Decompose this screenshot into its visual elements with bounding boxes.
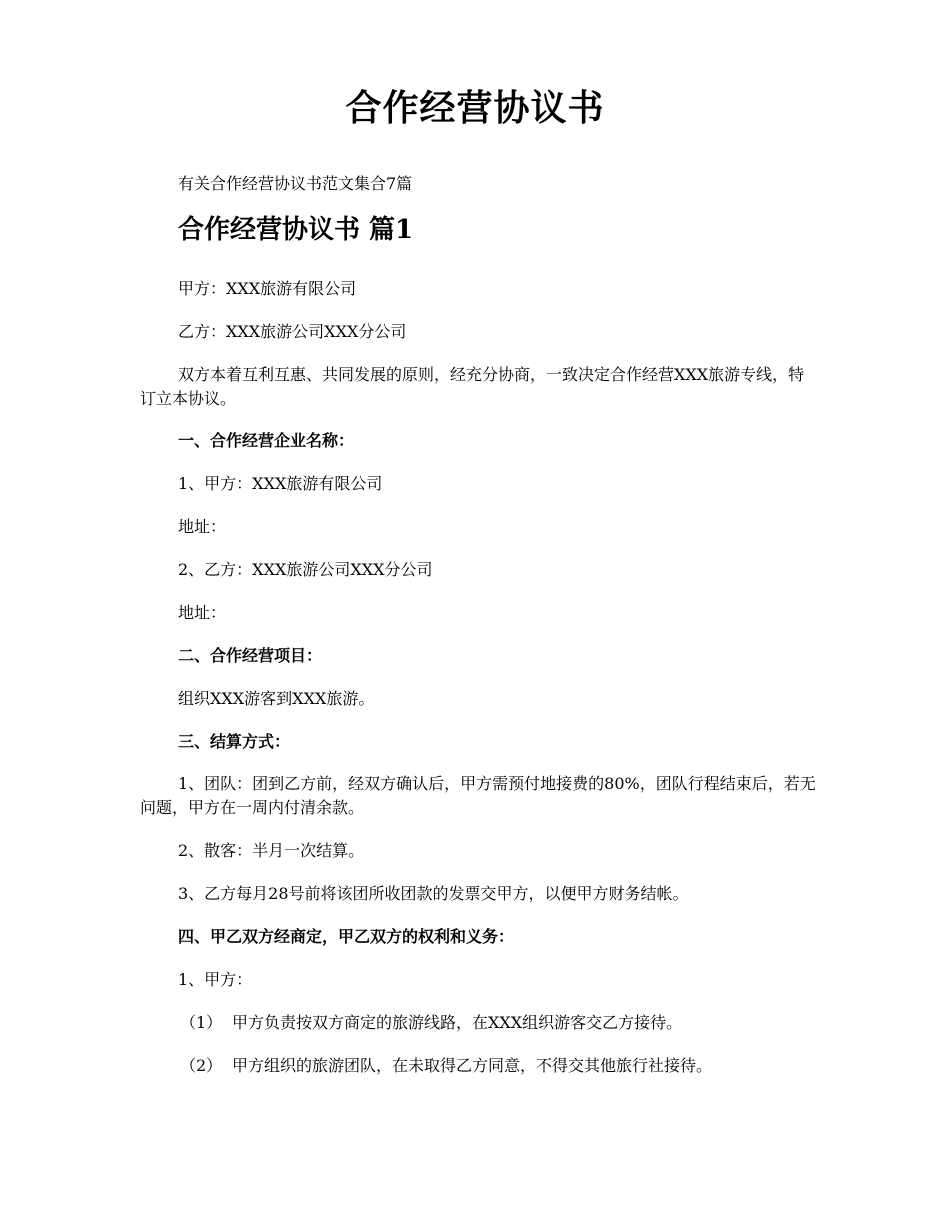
duty-number: （2） [180,1056,223,1075]
party-a-name: 1、甲方：XXX旅游有限公司 [178,474,383,493]
clause-heading-2: 二、合作经营项目： [178,646,323,665]
document-subtitle: 有关合作经营协议书范文集合7篇 [178,174,413,193]
settlement-team: 1、团队：团到乙方前，经双方确认后，甲方需预付地接费的80%，团队行程结束后，若无问题，甲方在一周内付清余款。 [140,774,816,817]
party-a-line: 甲方：XXX旅游有限公司 [178,279,357,298]
duty-number: （1） [180,1013,223,1032]
section-heading: 合作经营协议书 篇1 [178,215,414,245]
clause-heading-3: 三、结算方式： [178,732,291,751]
clause-heading-1: 一、合作经营企业名称： [178,431,355,450]
party-a-duty-2 [180,1054,712,1078]
duty-text: 甲方组织的旅游团队，在未取得乙方同意，不得交其他旅行社接待。 [232,1056,713,1075]
duty-text: 甲方负责按双方商定的旅游线路，在XXX组织游客交乙方接待。 [232,1013,683,1032]
project-description: 组织XXX游客到XXX旅游。 [178,689,375,708]
settlement-individual: 2、散客：半月一次结算。 [178,841,365,860]
party-a-duty-1 [180,1011,682,1035]
settlement-invoice: 3、乙方每月28号前将该团所收团款的发票交甲方，以便甲方财务结帐。 [178,884,689,903]
party-a-address: 地址： [178,517,227,536]
intro-paragraph: 双方本着互利互惠、共同发展的原则，经充分协商，一致决定合作经营XXX旅游专线，特订立本协议。 [140,365,805,408]
party-b-line: 乙方：XXX旅游公司XXX分公司 [178,322,407,341]
party-a-duties-heading: 1、甲方： [178,970,253,989]
clause-heading-4: 四、甲乙双方经商定，甲乙双方的权利和义务： [178,927,515,946]
document-title: 合作经营协议书 [345,87,605,129]
party-b-name: 2、乙方：XXX旅游公司XXX分公司 [178,560,433,579]
party-b-address: 地址： [178,603,227,622]
